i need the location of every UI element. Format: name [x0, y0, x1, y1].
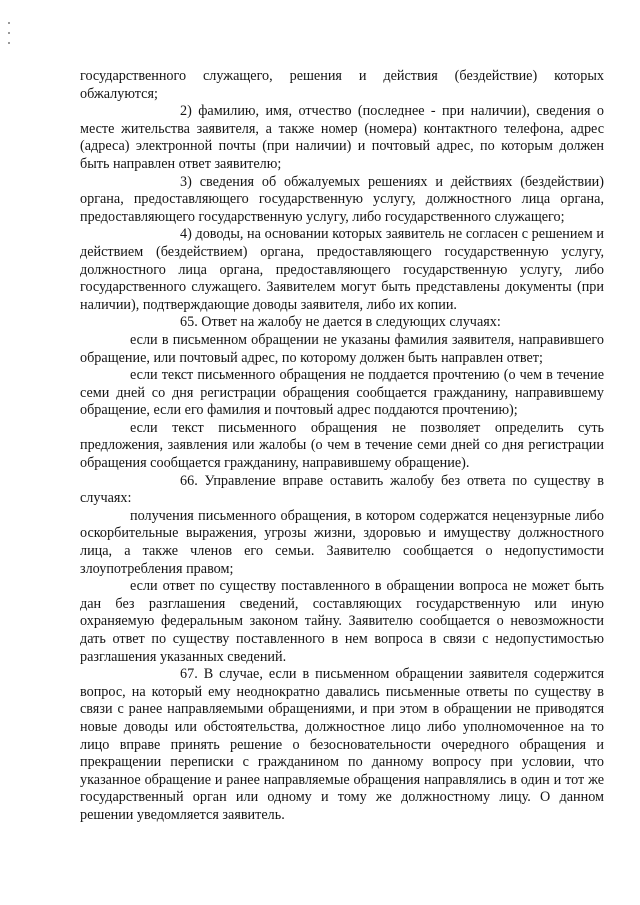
paragraph-text: доводы, на основании которых заявитель не согласен с решением и действием (бездействием) органа, предоставляющего государственную услугу, должностного лица органа, предоставляющего государственную услугу, либо государственного служащего. Заявителем могут быть представлены документы (при наличии), подтверждающие доводы заявителя, либо их копии. — [80, 226, 604, 313]
paragraph-text: фамилию, имя, отчество (последнее - при наличии), сведения о месте жительства заявителя, а также номер (номера) контактного телефона, адрес (адреса) электронной почты (при наличии) и почтовый адрес, по которым должен быть направлен ответ заявителю; — [80, 103, 605, 172]
clause-65-case-2 — [80, 367, 604, 420]
item-number: 66. — [180, 472, 198, 489]
list-item-3 — [80, 174, 604, 227]
paragraph-text: если ответ по существу поставленного в обращении вопроса не может быть дан без разглашения сведений, составляющих государственную или иную охраняемую федеральным законом тайну. Заявителю сообщается о невозможности дать ответ по существу поставленного в нем вопроса в связи с недопустимостью разглашения указанных сведений. — [80, 578, 604, 665]
paragraph-text: если в письменном обращении не указаны фамилия заявителя, направившего обращение, или почтовый адрес, по которому должен быть направлен ответ; — [80, 331, 604, 366]
clause-66 — [80, 473, 604, 508]
paragraph-continuation — [80, 68, 604, 103]
clause-66-case-2 — [80, 578, 604, 666]
paragraph-text: если текст письменного обращения не позволяет определить суть предложения, заявления или жалобы (о чем в течение семи дней со дня регистрации обращения сообщается гражданину, направившему обращение). — [80, 419, 604, 472]
clause-65 — [80, 314, 604, 332]
scan-dot — [8, 42, 10, 44]
scan-dot — [8, 32, 10, 34]
clause-67 — [80, 666, 604, 824]
item-number: 65. — [180, 314, 198, 331]
item-number: 3) — [180, 173, 192, 190]
item-number: 4) — [180, 226, 192, 243]
paragraph-text: Управление вправе оставить жалобу без ответа по существу в случаях: — [80, 472, 605, 507]
paragraph-text: сведения об обжалуемых решениях и действиях (бездействии) органа, предоставляющего государственную услугу, должностного лица органа, предоставляющего государственную услугу, либо государственного служащего; — [80, 173, 604, 225]
paragraph-text: Ответ на жалобу не дается в следующих случаях: — [201, 314, 501, 331]
item-number: 67. — [180, 666, 198, 683]
clause-65-case-1 — [80, 332, 604, 367]
item-number: 2) — [180, 103, 192, 120]
clause-65-case-3 — [80, 420, 604, 473]
document-page — [80, 68, 604, 825]
paragraph-text: В случае, если в письменном обращении заявителя содержится вопрос, на который ему неоднократно давались письменные ответы по существу в связи с ранее направляемыми обращениями, и при этом в обращении не приводятся новые доводы или обстоятельства, должностное лицо либо уполномоченное на то лицо вправе принять решение о безосновательности очередного обращения и прекращении переписки с гражданином по данному вопросу при условии, что указанное обращение и ранее направляемые обращения направлялись в один и тот же государственный орган или одному и тому же должностному лицу. О данном решении уведомляется заявитель. — [80, 666, 605, 823]
paragraph-text: получения письменного обращения, в котором содержатся нецензурные либо оскорбительные выражения, угрозы жизни, здоровью и имуществу должностного лица, а также членов его семьи. Заявителю сообщается о недопустимости злоупотребления правом; — [80, 507, 604, 577]
list-item-4 — [80, 226, 604, 314]
clause-66-case-1 — [80, 508, 604, 578]
paragraph-text: государственного служащего, решения и действия (бездействие) которых обжалуются; — [80, 68, 604, 102]
paragraph-text: если текст письменного обращения не поддается прочтению (о чем в течение семи дней со дня регистрации обращения сообщается гражданину, направившему обращение, если его фамилия и почтовый адрес поддаются прочтению); — [80, 367, 604, 419]
list-item-2 — [80, 103, 604, 173]
scan-dot — [8, 22, 10, 24]
scan-edge-marks — [8, 22, 12, 82]
